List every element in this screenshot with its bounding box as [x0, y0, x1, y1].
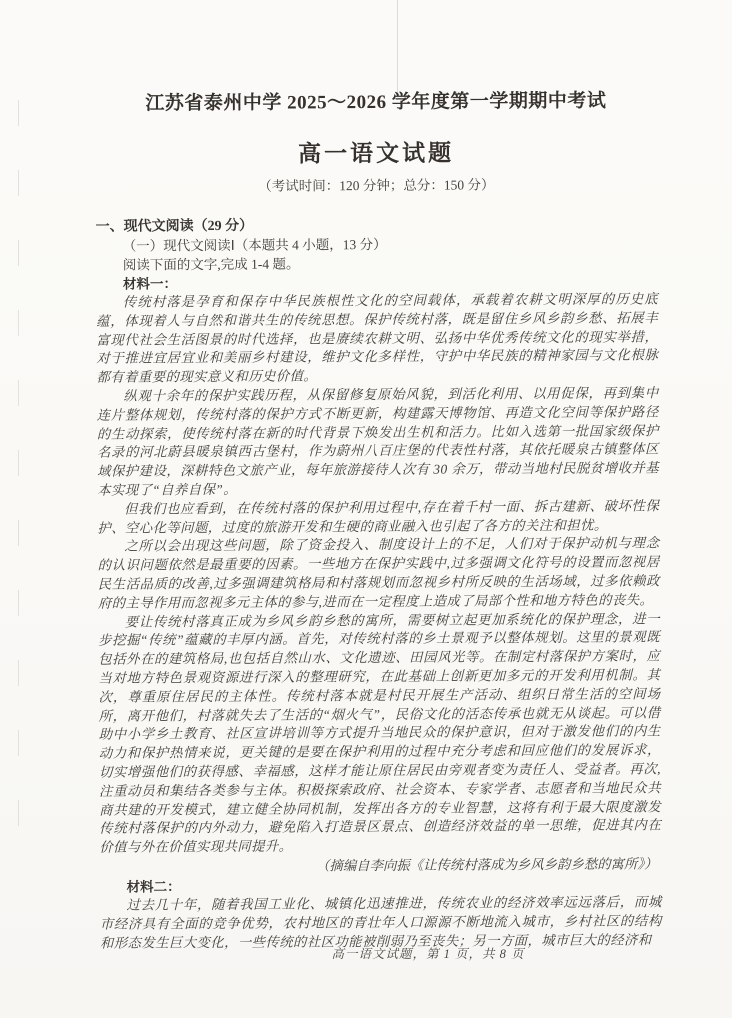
scan-fold-line-top	[397, 0, 398, 96]
part-one-heading: （一）现代文阅读Ⅰ（本题共 4 小题，13 分）	[122, 236, 387, 254]
scan-fold-line-left	[18, 100, 19, 860]
exam-title: 江苏省泰州中学 2025～2026 学年度第一学期期中考试	[145, 90, 607, 115]
exam-time-score-info: （考试时间：120 分钟；总分：150 分）	[258, 177, 495, 194]
material-two-label: 材料二：	[126, 879, 181, 895]
material-one-paragraph-3: 但我们也应看到，在传统村落的保护利用过程中,存在着千村一面、拆古建新、破坏性保护、空心化等问题，过度的旅游开发和生硬的商业融入也引起了各方的关注和担忧。	[97, 498, 660, 536]
section-one-heading: 一、现代文阅读（29 分）	[95, 218, 254, 235]
page-footer: 高一语文试题，第 1 页，共 8 页	[331, 947, 525, 961]
material-one-label: 材料一：	[122, 276, 177, 292]
reading-instruction: 阅读下面的文字,完成 1-4 题。	[122, 256, 300, 273]
material-one-paragraph-4: 之所以会出现这些问题，除了资金投入、制度设计上的不足，人们对于保护动机与理念的认识问题依然是最重要的因素。一些地方在保护实践中,过多强调文化符号的设置而忽视居民生活品质的改善,过多强调建筑格局和村落规划而忽视乡村所反映的生活场域，过多依赖政府的主导作用而忽视多元主体的参与,进而在一定程度上造成了局部个性和地方特色的丧失。	[97, 535, 660, 611]
exam-page-content	[95, 89, 662, 953]
material-one-attribution: （摘编自李向振《让传统村落成为乡风乡韵乡愁的寓所》）	[315, 856, 658, 874]
material-two-paragraph-1: 过去几十年，随着我国工业化、城镇化迅速推进，传统农业的经济效率远远落后，而城市经济具有全面的竞争优势，农村地区的青壮年人口源源不断地流入城市，乡村社区的结构和形态发生巨大变化，一些传统的社区功能被削弱乃至丧失；另一方面，城市巨大的经济和	[99, 894, 662, 951]
material-one-paragraph-2: 纵观十余年的保护实践历程，从保留修复原始风貌，到活化利用、以用促保，再到集中连片整体规划，传统村落的保护方式不断更新，构建露天博物馆、再造文化空间等保护路径的生动探索，使传统村落在新的时代背景下焕发出生机和活力。比如入选第一批国家级保护名录的河北蔚县暖泉镇西古堡村，作为蔚州八百庄堡的代表性村落，其依托暖泉古镇整体区域保护建设，深耕特色文旅产业，每年旅游接待人次有 30 余万，带动当地村民脱贫增收并基本实现了“自养自保”。	[96, 385, 660, 498]
exam-subject-title: 高一语文试题	[298, 140, 455, 167]
material-one-paragraph-1: 传统村落是孕育和保存中华民族根性文化的空间载体，承载着农耕文明深厚的历史底蕴，体现着人与自然和谐共生的传统思想。保护传统村落，既是留住乡风乡韵乡愁、拓展丰富现代社会生活图景的时代选择，也是赓续农耕文明、弘扬中华优秀传统文化的现实举措，对于推进宜居宜业和美丽乡村建设，维护文化多样性，守护中华民族的精神家园与文化根脉都有着重要的现实意义和历史价值。	[96, 291, 659, 385]
material-one-paragraph-5: 要让传统村落真正成为乡风乡韵乡愁的寓所，需要树立起更加系统化的保护理念，进一步挖掘“传统”蕴藏的丰厚内涵。首先，对传统村落的乡土景观予以整体规划。这里的景观既包括外在的建筑格局,也包括自然山水、文化遗迹、田园风光等。在制定村落保护方案时，应当对地方特色景观资源进行深入的整理研究，在此基础上创新更加多元的开发利用机制。其次，尊重原住居民的主体性。传统村落本就是村民开展生产活动、组织日常生活的空间场所，离开他们，村落就失去了生活的“烟火气”，民俗文化的活态传承也就无从谈起。可以借助中小学乡土教育、社区宣讲培训等方式提升当地民众的保护意识，但对于激发他们的内生动力和保护热情来说，更关键的是要在保护利用的过程中充分考虑和回应他们的发展诉求，切实增强他们的获得感、幸福感，这样才能让原住居民由旁观者变为责任人、受益者。再次,注重动员和集结各类参与主体。积极探索政府、社会资本、专家学者、志愿者和当地民众共商共建的开发模式，建立健全协同机制，发挥出各方的专业智慧，这将有利于最大限度激发传统村落保护的内外动力，避免陷入打造景区景点、创造经济效益的单一思维，促进其内在价值与外在价值实现共同提升。	[98, 610, 662, 855]
